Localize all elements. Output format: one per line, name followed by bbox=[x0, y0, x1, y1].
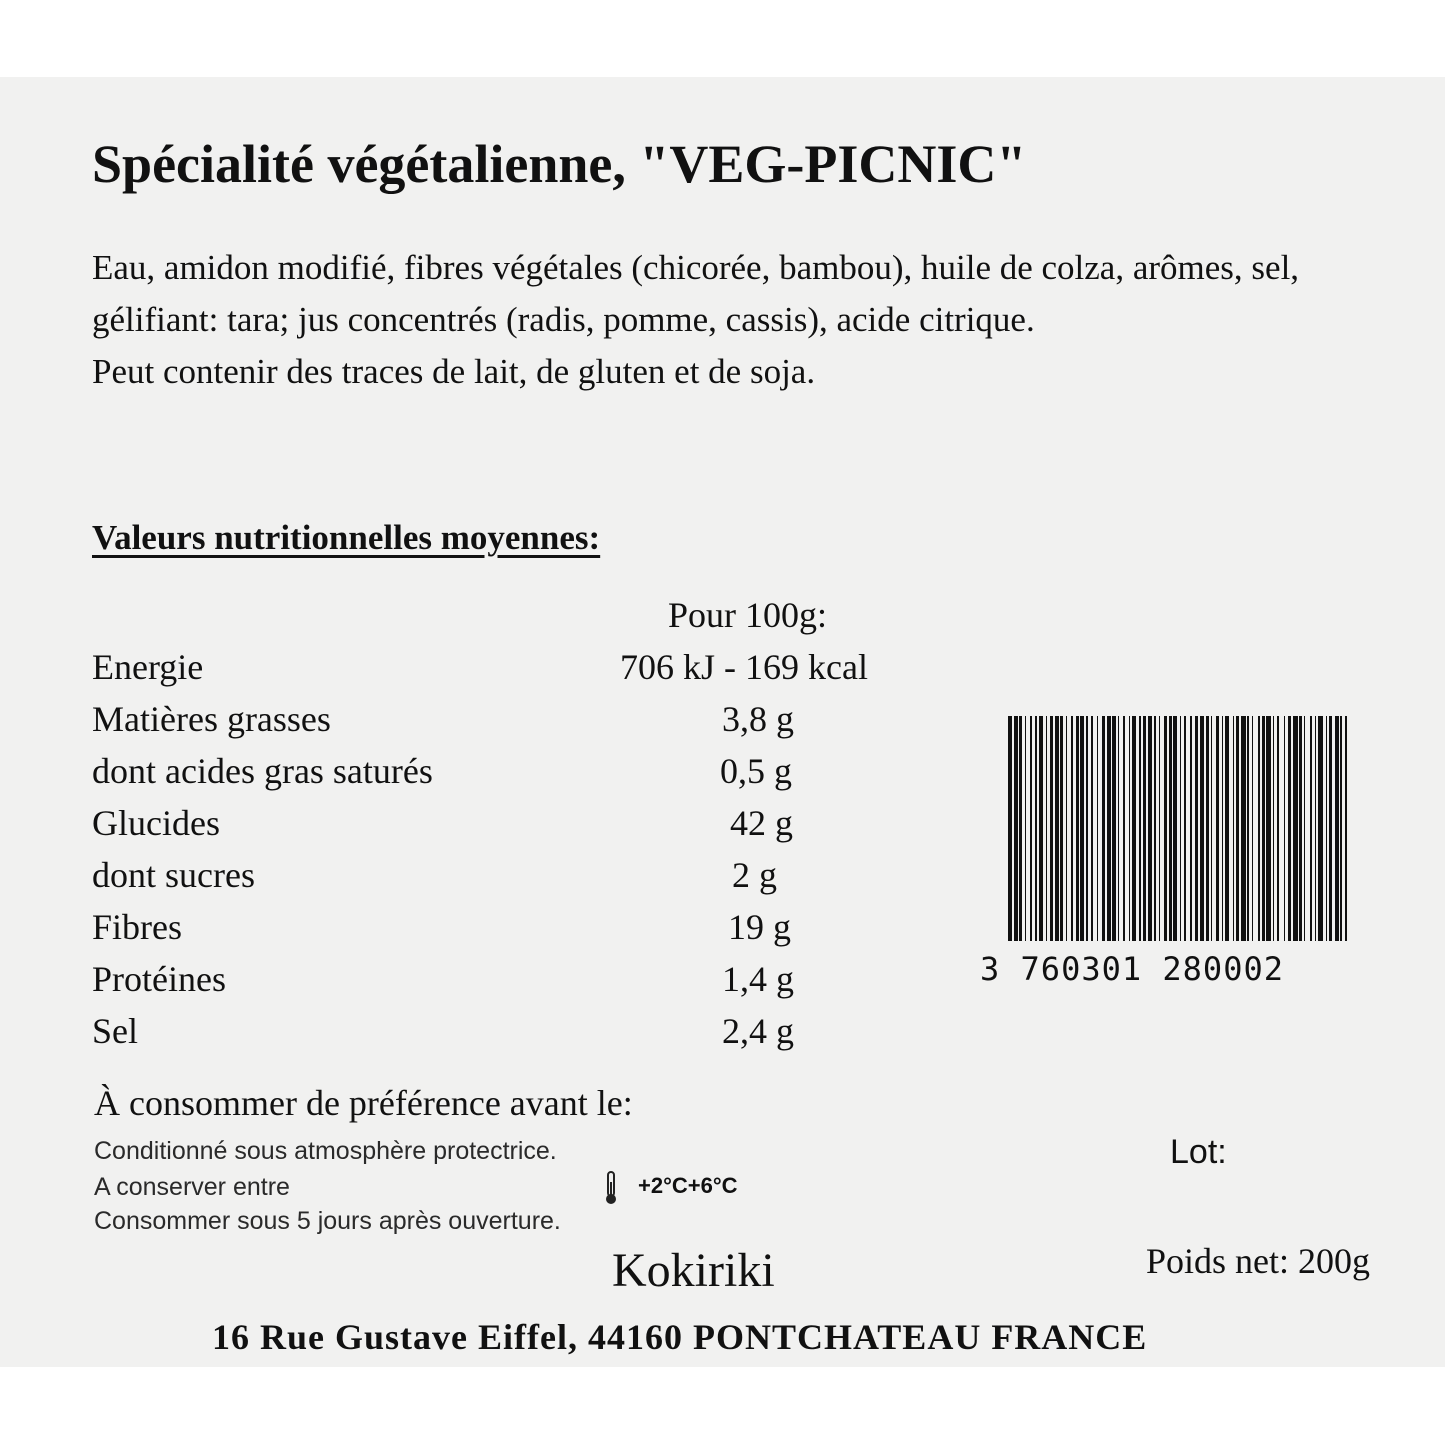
product-title: Spécialité végétalienne, "VEG-PICNIC" bbox=[92, 134, 1027, 194]
barcode-bar bbox=[1222, 716, 1223, 941]
nutrition-value: 1,4 g bbox=[722, 959, 794, 999]
barcode-bar bbox=[1030, 716, 1032, 941]
nutrition-name: Energie bbox=[92, 647, 204, 687]
nutrition-name: Sel bbox=[92, 1011, 139, 1051]
nutrition-row-sucres bbox=[92, 854, 992, 906]
barcode-number: 3 760301 280002 bbox=[980, 950, 1284, 988]
barcode-bar bbox=[1173, 716, 1177, 941]
nutrition-row-fibres bbox=[92, 906, 992, 958]
ingredients-block bbox=[92, 242, 1352, 398]
barcode-bar bbox=[1335, 716, 1339, 941]
barcode-bar bbox=[1184, 716, 1186, 941]
barcode-bar bbox=[1241, 716, 1246, 941]
nutrition-row-matieres-grasses bbox=[92, 698, 992, 750]
barcode bbox=[1008, 716, 1358, 946]
barcode-bar bbox=[1200, 716, 1204, 941]
barcode-bar bbox=[1318, 716, 1323, 941]
barcode-bar bbox=[1107, 716, 1111, 941]
barcode-bar bbox=[1159, 716, 1160, 941]
thermometer-icon bbox=[603, 1170, 619, 1206]
brand-name: Kokiriki bbox=[612, 1244, 775, 1297]
barcode-bar bbox=[1180, 716, 1181, 941]
barcode-bar bbox=[1143, 716, 1146, 941]
lot-label: Lot: bbox=[1170, 1133, 1227, 1171]
barcode-bar bbox=[1123, 716, 1125, 941]
barcode-bar bbox=[1288, 716, 1291, 941]
barcode-bar bbox=[1076, 716, 1079, 941]
barcode-bar bbox=[1132, 716, 1136, 941]
barcode-bar bbox=[1190, 716, 1192, 941]
barcode-bar bbox=[1112, 716, 1116, 941]
nutrition-name: dont sucres bbox=[92, 855, 255, 895]
nutrition-heading: Valeurs nutritionnelles moyennes: bbox=[92, 518, 601, 557]
nutrition-row-satures bbox=[92, 750, 992, 802]
allergen-warning: Peut contenir des traces de lait, de gluten et de soja. bbox=[92, 352, 816, 391]
barcode-bar bbox=[1035, 716, 1037, 941]
nutrition-name: Matières grasses bbox=[92, 699, 331, 739]
nutrition-name: dont acides gras saturés bbox=[92, 751, 433, 791]
storage-temperature: +2°C+6°C bbox=[638, 1173, 738, 1198]
barcode-bar bbox=[1211, 716, 1212, 941]
barcode-bar bbox=[1236, 716, 1239, 941]
nutrition-row-glucides bbox=[92, 802, 992, 854]
barcode-bar bbox=[1086, 716, 1088, 941]
barcode-bar bbox=[1008, 716, 1012, 941]
barcode-bar bbox=[1225, 716, 1229, 941]
barcode-bar bbox=[1233, 716, 1234, 941]
nutrition-per-label: Pour 100g: bbox=[668, 595, 828, 635]
barcode-bar bbox=[1299, 716, 1302, 941]
barcode-bar bbox=[1329, 716, 1332, 941]
nutrition-value: 2 g bbox=[732, 855, 777, 895]
barcode-bar bbox=[1066, 716, 1067, 941]
barcode-bar bbox=[1315, 716, 1316, 941]
net-weight: Poids net: 200g bbox=[1146, 1241, 1371, 1281]
barcode-bar bbox=[1247, 716, 1249, 941]
nutrition-row-sel bbox=[92, 1010, 992, 1062]
manufacturer-address: 16 Rue Gustave Eiffel, 44160 PONTCHATEAU FRANCE bbox=[212, 1317, 1148, 1357]
barcode-bar bbox=[1019, 716, 1022, 941]
barcode-bar bbox=[1310, 716, 1312, 941]
nutrition-value: 706 kJ - 169 kcal bbox=[620, 647, 868, 687]
barcode-bar bbox=[1266, 716, 1271, 941]
barcode-bar bbox=[1345, 716, 1347, 941]
barcode-bar bbox=[1293, 716, 1298, 941]
nutrition-value: 2,4 g bbox=[722, 1011, 794, 1051]
barcode-bar bbox=[1304, 716, 1305, 941]
barcode-bar bbox=[1154, 716, 1156, 941]
barcode-bar bbox=[1014, 716, 1018, 941]
barcode-bar bbox=[1139, 716, 1141, 941]
storage-conditions: A conserver entre bbox=[94, 1173, 290, 1201]
barcode-bar bbox=[1206, 716, 1209, 941]
barcode-bar bbox=[1102, 716, 1105, 941]
barcode-bar bbox=[1055, 716, 1059, 941]
barcode-bar bbox=[1273, 716, 1274, 941]
barcode-bar bbox=[1326, 716, 1327, 941]
barcode-bar bbox=[1025, 716, 1026, 941]
barcode-bar bbox=[1091, 716, 1093, 941]
barcode-bar bbox=[1039, 716, 1043, 941]
nutrition-row-energie bbox=[92, 646, 992, 698]
storage-after-opening: Consommer sous 5 jours après ouverture. bbox=[94, 1207, 561, 1235]
best-before-label: À consommer de préférence avant le: bbox=[94, 1083, 633, 1123]
barcode-bar bbox=[1169, 716, 1172, 941]
nutrition-name: Protéines bbox=[92, 959, 226, 999]
nutrition-name: Fibres bbox=[92, 907, 182, 947]
storage-packaging: Conditionné sous atmosphère protectrice. bbox=[94, 1137, 557, 1165]
nutrition-value: 3,8 g bbox=[722, 699, 794, 739]
nutrition-value: 0,5 g bbox=[720, 751, 792, 791]
barcode-bar bbox=[1080, 716, 1084, 941]
barcode-bar bbox=[1164, 716, 1167, 941]
barcode-bar bbox=[1050, 716, 1053, 941]
nutrition-name: Glucides bbox=[92, 803, 220, 843]
barcode-bar bbox=[1284, 716, 1285, 941]
barcode-bar bbox=[1071, 716, 1073, 941]
nutrition-value: 42 g bbox=[730, 803, 793, 843]
nutrition-row-proteines bbox=[92, 958, 992, 1010]
barcode-bar bbox=[1195, 716, 1198, 941]
barcode-bar bbox=[1118, 716, 1119, 941]
nutrition-value: 19 g bbox=[728, 907, 791, 947]
barcode-bar bbox=[1252, 716, 1253, 941]
barcode-bar bbox=[1340, 716, 1342, 941]
barcode-bar bbox=[1129, 716, 1130, 941]
barcode-bar bbox=[1258, 716, 1260, 941]
barcode-bar bbox=[1060, 716, 1063, 941]
barcode-bar bbox=[1262, 716, 1265, 941]
barcode-bar bbox=[1216, 716, 1219, 941]
barcode-bar bbox=[1097, 716, 1098, 941]
barcode-bar bbox=[1277, 716, 1279, 941]
ingredients-text: Eau, amidon modifié, fibres végétales (chicorée, bambou), huile de colza, arômes, sel, gélifiant: tara; jus concentrés (radis, pomme, cassis), acide citrique. bbox=[92, 248, 1300, 339]
barcode-bar bbox=[1046, 716, 1047, 941]
barcode-bar bbox=[1148, 716, 1152, 941]
